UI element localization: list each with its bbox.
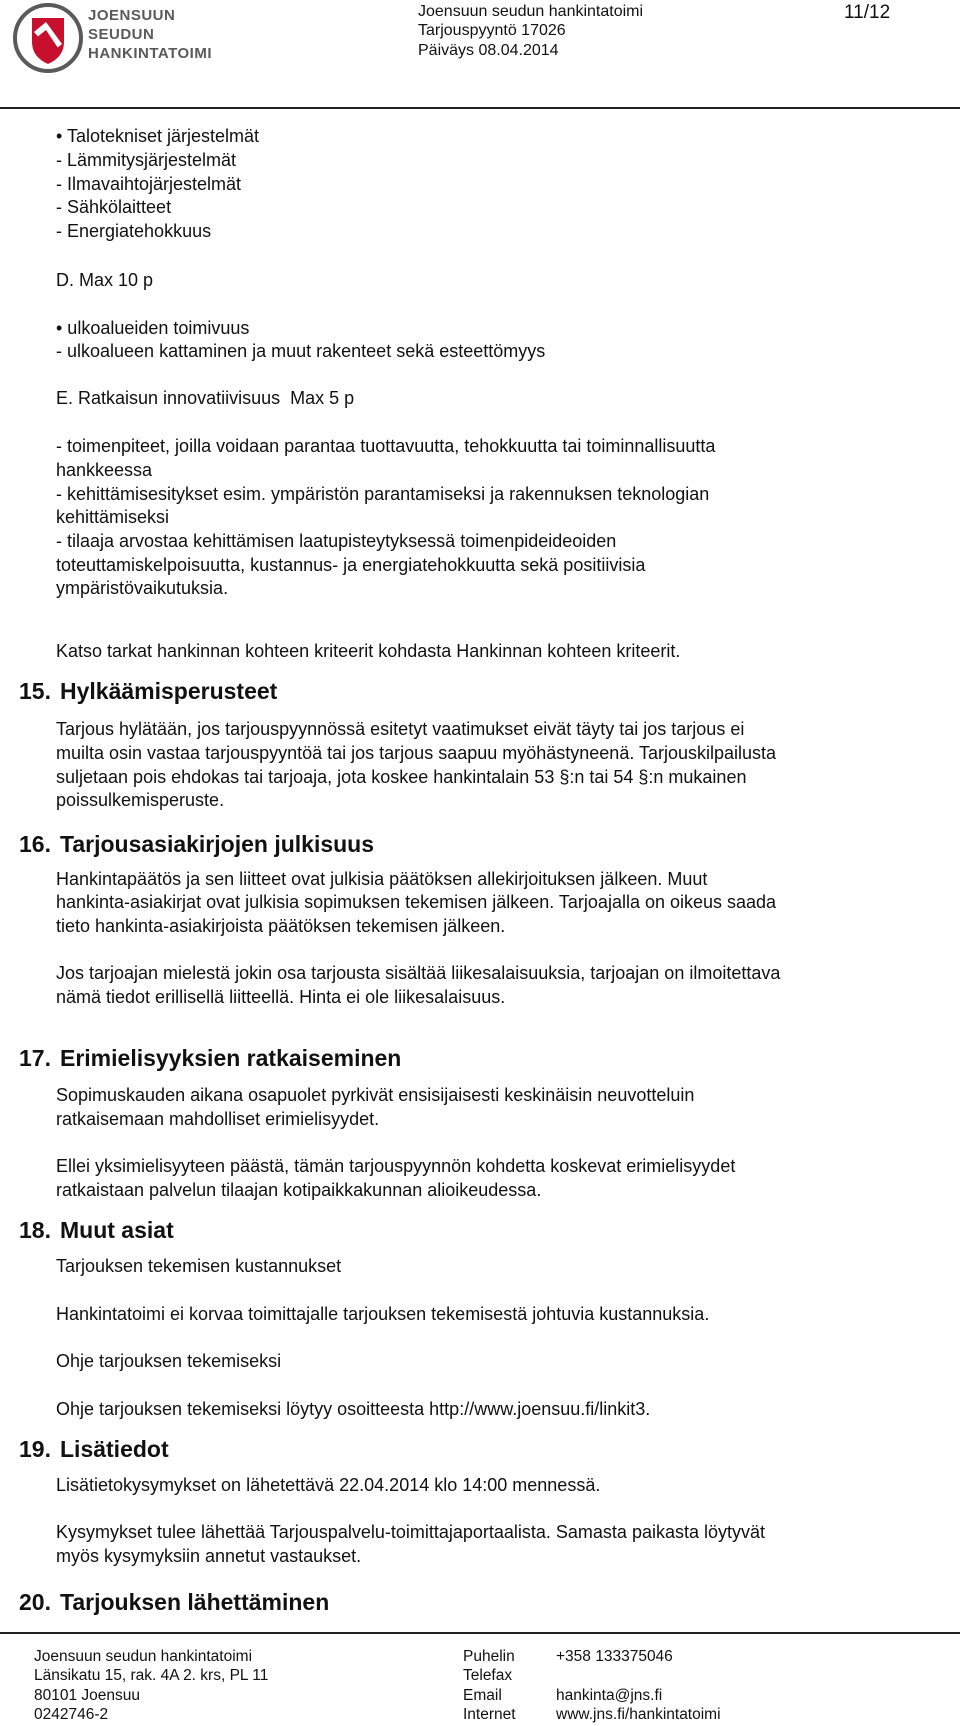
- footer-address: Länsikatu 15, rak. 4A 2. krs, PL 11: [34, 1667, 269, 1684]
- footer-label-email: Email: [463, 1687, 502, 1704]
- footer-org: Joensuun seudun hankintatoimi: [34, 1648, 253, 1665]
- header-ref: Tarjouspyyntö 17026: [418, 22, 566, 39]
- paragraph-line: ratkaistaan palvelun tilaajan kotipaikkakunnan alioikeudessa.: [56, 1180, 542, 1200]
- header-org: Joensuun seudun hankintatoimi: [418, 3, 644, 20]
- criteria-line: • Talotekniset järjestelmät: [56, 126, 260, 146]
- section-title: Tarjouksen lähettäminen: [60, 1589, 330, 1615]
- criteria-line: ympäristövaikutuksia.: [56, 578, 229, 598]
- section-number: 16.: [19, 831, 51, 857]
- paragraph-line: muilta osin vastaa tarjouspyyntöä tai jos tarjous saapuu myöhästyneenä. Tarjouskilpailusta: [56, 743, 777, 763]
- section-number: 19.: [19, 1436, 51, 1462]
- paragraph-line: Hankintapäätös ja sen liitteet ovat julkisia päätöksen allekirjoituksen jälkeen. Muut: [56, 869, 708, 889]
- criteria-line: kehittämiseksi: [56, 507, 170, 527]
- paragraph-line: Jos tarjoajan mielestä jokin osa tarjousta sisältää liikesalaisuuksia, tarjoajan on ilmoitettava: [56, 963, 781, 983]
- section-title: Lisätiedot: [60, 1436, 169, 1462]
- criteria-line: toteuttamiskelpoisuutta, kustannus- ja energiatehokkuutta sekä positiivisia: [56, 555, 646, 575]
- criteria-line: hankkeessa: [56, 460, 153, 480]
- criteria-line: - kehittämisesitykset esim. ympäristön parantamiseksi ja rakennuksen teknologian: [56, 484, 710, 504]
- footer-label-internet: Internet: [463, 1706, 516, 1723]
- paragraph-line: suljetaan pois ehdokas tai tarjoaja, jota koskee hankintalain 53 §:n tai 54 §:n mukainen: [56, 767, 747, 787]
- footer-email[interactable]: hankinta@jns.fi: [556, 1687, 663, 1704]
- page-number: 11/12: [844, 2, 891, 23]
- paragraph-line: Ohje tarjouksen tekemiseksi löytyy osoitteesta http://www.joensuu.fi/linkit3.: [56, 1399, 651, 1419]
- paragraph-line: Tarjouksen tekemisen kustannukset: [56, 1256, 342, 1276]
- section-title: Muut asiat: [60, 1217, 174, 1243]
- criteria-line: - Sähkölaitteet: [56, 197, 172, 217]
- criteria-line: - toimenpiteet, joilla voidaan parantaa tuottavuutta, tehokkuutta tai toiminnallisuutta: [56, 436, 716, 456]
- logo: [12, 2, 222, 72]
- paragraph-line: nämä tiedot erillisellä liitteellä. Hinta ei ole liikesalaisuus.: [56, 987, 506, 1007]
- section-title: Erimielisyyksien ratkaiseminen: [60, 1045, 402, 1071]
- criteria-d-title: D. Max 10 p: [56, 270, 154, 290]
- paragraph-line: Sopimuskauden aikana osapuolet pyrkivät ensisijaisesti keskinäisin neuvotteluin: [56, 1085, 695, 1105]
- criteria-line: - tilaaja arvostaa kehittämisen laatupisteytyksessä toimenpideideoiden: [56, 531, 617, 551]
- paragraph-line: Hankintatoimi ei korvaa toimittajalle tarjouksen tekemisestä johtuvia kustannuksia.: [56, 1304, 710, 1324]
- section-number: 17.: [19, 1045, 51, 1071]
- paragraph-line: myös kysymyksiin annetut vastaukset.: [56, 1546, 362, 1566]
- footer-rule: [0, 1632, 960, 1634]
- section-title: Tarjousasiakirjojen julkisuus: [60, 831, 375, 857]
- logo-text: JOENSUUN SEUDUN HANKINTATOIMI: [88, 7, 212, 62]
- section-title: Hylkäämisperusteet: [60, 678, 278, 704]
- section-number: 20.: [19, 1589, 51, 1615]
- paragraph-line: hankinta-asiakirjat ovat julkisia sopimuksen tekemisen jälkeen. Tarjoajalla on oikeus saada: [56, 892, 777, 912]
- paragraph-line: Kysymykset tulee lähettää Tarjouspalvelu-toimittajaportaalista. Samasta paikasta löytyvät: [56, 1522, 766, 1542]
- header-rule: [0, 107, 960, 109]
- section-number: 18.: [19, 1217, 51, 1243]
- footer-label-phone: Puhelin: [463, 1648, 515, 1665]
- criteria-line: - Energiatehokkuus: [56, 221, 212, 241]
- footer-phone: +358 133375046: [556, 1648, 673, 1665]
- footer-website[interactable]: www.jns.fi/hankintatoimi: [556, 1706, 721, 1723]
- paragraph-line: Tarjous hylätään, jos tarjouspyynnössä esitetyt vaatimukset eivät täyty tai jos tarjous ei: [56, 719, 745, 739]
- footer-business-id: 0242746-2: [34, 1706, 109, 1723]
- criteria-see: Katso tarkat hankinnan kohteen kriteerit kohdasta Hankinnan kohteen kriteerit.: [56, 641, 681, 661]
- paragraph-line: poissulkemisperuste.: [56, 790, 225, 810]
- header-date: Päiväys 08.04.2014: [418, 42, 559, 59]
- paragraph-line: Ellei yksimielisyyteen päästä, tämän tarjouspyynnön kohdetta koskevat erimielisyydet: [56, 1156, 736, 1176]
- criteria-e-title: E. Ratkaisun innovatiivisuus Max 5 p: [56, 388, 355, 408]
- criteria-line: - Ilmavaihtojärjestelmät: [56, 174, 242, 194]
- paragraph-line: Ohje tarjouksen tekemiseksi: [56, 1351, 282, 1371]
- criteria-line: • ulkoalueiden toimivuus: [56, 318, 250, 338]
- paragraph-line: Lisätietokysymykset on lähetettävä 22.04.2014 klo 14:00 mennessä.: [56, 1475, 601, 1495]
- paragraph-line: tieto hankinta-asiakirjoista päätöksen tekemisen jälkeen.: [56, 916, 506, 936]
- criteria-line: - ulkoalueen kattaminen ja muut rakenteet sekä esteettömyys: [56, 341, 546, 361]
- criteria-line: - Lämmitysjärjestelmät: [56, 150, 237, 170]
- logo-emblem-icon: [12, 2, 84, 74]
- section-number: 15.: [19, 678, 51, 704]
- footer-label-fax: Telefax: [463, 1667, 513, 1684]
- footer-postal: 80101 Joensuu: [34, 1687, 141, 1704]
- paragraph-line: ratkaisemaan mahdolliset erimielisyydet.: [56, 1109, 380, 1129]
